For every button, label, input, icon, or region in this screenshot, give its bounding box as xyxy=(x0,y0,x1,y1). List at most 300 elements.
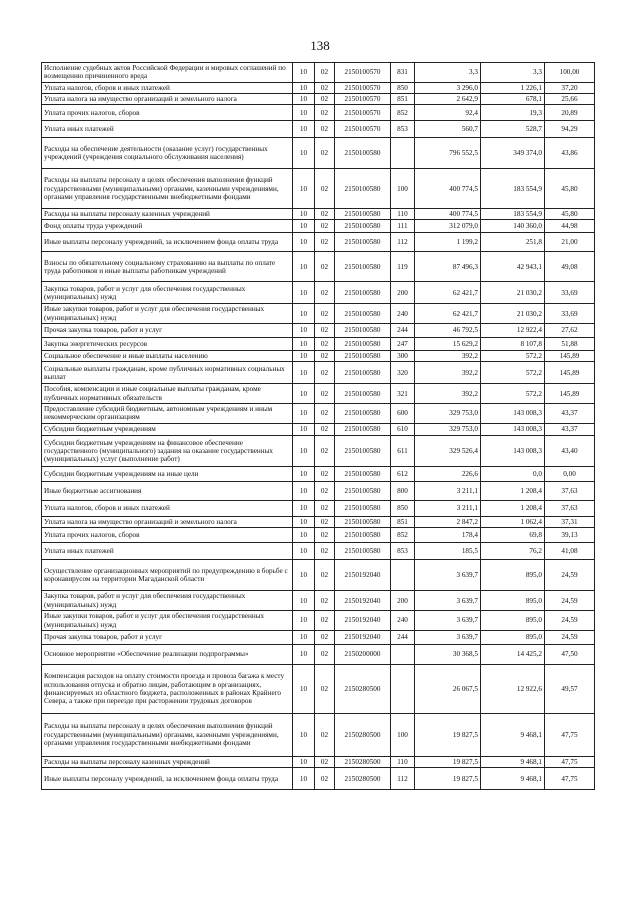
table-row xyxy=(42,481,595,500)
table-row xyxy=(42,423,595,435)
row-section: 10 xyxy=(293,713,315,756)
row-planned: 560,7 xyxy=(415,121,481,138)
row-section: 10 xyxy=(293,543,315,560)
row-expense-type: 800 xyxy=(391,481,415,500)
row-target: 2150100580 xyxy=(335,252,391,282)
row-target: 2150100580 xyxy=(335,543,391,560)
row-subsection: 02 xyxy=(315,664,335,713)
row-section: 10 xyxy=(293,121,315,138)
row-name: Иные закупки товаров, работ и услуг для обеспечения государственных (муниципальных) нужд xyxy=(42,611,293,631)
row-subsection: 02 xyxy=(315,644,335,664)
row-expense-type: 850 xyxy=(391,500,415,516)
row-subsection: 02 xyxy=(315,209,335,220)
row-target: 2150280500 xyxy=(335,664,391,713)
row-target: 2150100580 xyxy=(335,338,391,351)
row-executed: 143 008,3 xyxy=(481,435,545,466)
row-subsection: 02 xyxy=(315,93,335,104)
row-subsection: 02 xyxy=(315,304,335,324)
row-subsection: 02 xyxy=(315,528,335,543)
row-section: 10 xyxy=(293,664,315,713)
row-percent: 24,59 xyxy=(545,591,595,611)
row-name: Основное мероприятие «Обеспечение реализации подпрограммы» xyxy=(42,644,293,664)
row-executed: 349 374,0 xyxy=(481,138,545,169)
row-planned: 62 421,7 xyxy=(415,304,481,324)
table-row xyxy=(42,713,595,756)
row-name: Пособия, компенсации и иные социальные выплаты гражданам, кроме публичных нормативных обязательств xyxy=(42,384,293,404)
row-percent: 47,75 xyxy=(545,768,595,790)
table-row xyxy=(42,611,595,631)
row-subsection: 02 xyxy=(315,713,335,756)
row-expense-type xyxy=(391,644,415,664)
table-row xyxy=(42,82,595,93)
row-planned: 400 774,5 xyxy=(415,169,481,209)
row-expense-type xyxy=(391,138,415,169)
row-target: 2150192040 xyxy=(335,591,391,611)
row-section: 10 xyxy=(293,435,315,466)
row-subsection: 02 xyxy=(315,282,335,304)
row-executed: 12 922,4 xyxy=(481,324,545,338)
row-name: Уплата прочих налогов, сборов xyxy=(42,528,293,543)
row-expense-type: 300 xyxy=(391,351,415,362)
row-section: 10 xyxy=(293,324,315,338)
row-target: 2150100580 xyxy=(335,384,391,404)
row-planned: 46 792,5 xyxy=(415,324,481,338)
row-expense-type: 853 xyxy=(391,121,415,138)
row-planned: 3 211,1 xyxy=(415,481,481,500)
table-row xyxy=(42,233,595,252)
row-executed: 1 062,4 xyxy=(481,516,545,527)
row-planned: 392,2 xyxy=(415,351,481,362)
row-expense-type: 610 xyxy=(391,423,415,435)
row-name: Субсидии бюджетным учреждениям на иные цели xyxy=(42,466,293,481)
row-target: 2150100570 xyxy=(335,105,391,121)
row-expense-type: 110 xyxy=(391,756,415,767)
row-planned: 226,6 xyxy=(415,466,481,481)
row-name: Субсидии бюджетным учреждениям xyxy=(42,423,293,435)
table-row xyxy=(42,500,595,516)
row-percent: 47,50 xyxy=(545,644,595,664)
row-target: 2150100580 xyxy=(335,282,391,304)
row-percent: 145,89 xyxy=(545,351,595,362)
row-expense-type: 119 xyxy=(391,252,415,282)
row-section: 10 xyxy=(293,481,315,500)
row-section: 10 xyxy=(293,362,315,384)
table-row xyxy=(42,756,595,767)
row-planned: 400 774,5 xyxy=(415,209,481,220)
row-section: 10 xyxy=(293,220,315,233)
row-target: 2150192040 xyxy=(335,560,391,591)
row-executed: 528,7 xyxy=(481,121,545,138)
row-planned: 185,5 xyxy=(415,543,481,560)
row-subsection: 02 xyxy=(315,252,335,282)
row-section: 10 xyxy=(293,403,315,423)
row-name: Уплата налога на имущество организаций и земельного налога xyxy=(42,93,293,104)
table-row xyxy=(42,630,595,644)
row-target: 2150100580 xyxy=(335,481,391,500)
row-section: 10 xyxy=(293,138,315,169)
row-executed: 183 554,9 xyxy=(481,209,545,220)
row-executed: 1 226,1 xyxy=(481,82,545,93)
row-executed: 895,0 xyxy=(481,591,545,611)
row-name: Уплата налога на имущество организаций и земельного налога xyxy=(42,516,293,527)
row-expense-type: 600 xyxy=(391,403,415,423)
table-row xyxy=(42,338,595,351)
row-target: 2150100580 xyxy=(335,500,391,516)
row-subsection: 02 xyxy=(315,324,335,338)
row-percent: 43,37 xyxy=(545,423,595,435)
row-expense-type: 100 xyxy=(391,713,415,756)
row-executed: 572,2 xyxy=(481,384,545,404)
row-percent: 145,89 xyxy=(545,384,595,404)
row-subsection: 02 xyxy=(315,220,335,233)
row-target: 2150280500 xyxy=(335,768,391,790)
row-name: Закупка товаров, работ и услуг для обеспечения государственных (муниципальных) нужд xyxy=(42,591,293,611)
row-executed: 19,3 xyxy=(481,105,545,121)
row-planned: 3 639,7 xyxy=(415,591,481,611)
table-row xyxy=(42,252,595,282)
row-executed: 9 468,1 xyxy=(481,768,545,790)
table-row xyxy=(42,362,595,384)
row-section: 10 xyxy=(293,500,315,516)
row-target: 2150100580 xyxy=(335,169,391,209)
row-subsection: 02 xyxy=(315,630,335,644)
row-planned: 329 526,4 xyxy=(415,435,481,466)
table-row xyxy=(42,304,595,324)
row-executed: 8 107,8 xyxy=(481,338,545,351)
row-percent: 24,59 xyxy=(545,611,595,631)
row-executed: 1 208,4 xyxy=(481,500,545,516)
row-section: 10 xyxy=(293,516,315,527)
row-target: 2150100580 xyxy=(335,403,391,423)
row-percent: 37,20 xyxy=(545,82,595,93)
table-row xyxy=(42,105,595,121)
row-percent: 43,37 xyxy=(545,403,595,423)
row-percent: 47,75 xyxy=(545,756,595,767)
table-row xyxy=(42,384,595,404)
row-name: Социальные выплаты гражданам, кроме публичных нормативных социальных выплат xyxy=(42,362,293,384)
row-planned: 3 639,7 xyxy=(415,560,481,591)
row-section: 10 xyxy=(293,93,315,104)
row-target: 2150100580 xyxy=(335,220,391,233)
row-target: 2150100580 xyxy=(335,233,391,252)
row-percent: 100,00 xyxy=(545,63,595,83)
row-expense-type: 851 xyxy=(391,516,415,527)
row-planned: 3 639,7 xyxy=(415,630,481,644)
row-planned: 2 847,2 xyxy=(415,516,481,527)
row-percent: 45,80 xyxy=(545,209,595,220)
row-percent: 27,62 xyxy=(545,324,595,338)
row-subsection: 02 xyxy=(315,481,335,500)
row-subsection: 02 xyxy=(315,500,335,516)
row-percent: 21,00 xyxy=(545,233,595,252)
row-expense-type: 612 xyxy=(391,466,415,481)
row-expense-type: 247 xyxy=(391,338,415,351)
row-executed: 9 468,1 xyxy=(481,756,545,767)
row-executed: 140 360,0 xyxy=(481,220,545,233)
row-executed: 69,8 xyxy=(481,528,545,543)
row-expense-type: 611 xyxy=(391,435,415,466)
row-executed: 3,3 xyxy=(481,63,545,83)
row-expense-type: 852 xyxy=(391,528,415,543)
row-section: 10 xyxy=(293,304,315,324)
row-target: 2150100580 xyxy=(335,324,391,338)
table-row xyxy=(42,169,595,209)
row-percent: 49,08 xyxy=(545,252,595,282)
row-subsection: 02 xyxy=(315,611,335,631)
row-name: Иные выплаты персоналу учреждений, за исключением фонда оплаты труда xyxy=(42,233,293,252)
row-planned: 178,4 xyxy=(415,528,481,543)
row-expense-type: 240 xyxy=(391,304,415,324)
row-subsection: 02 xyxy=(315,435,335,466)
row-executed: 12 922,6 xyxy=(481,664,545,713)
row-target: 2150100570 xyxy=(335,82,391,93)
row-percent: 39,13 xyxy=(545,528,595,543)
row-expense-type: 200 xyxy=(391,591,415,611)
row-percent: 0,00 xyxy=(545,466,595,481)
row-name: Уплата налогов, сборов и иных платежей xyxy=(42,500,293,516)
row-expense-type: 853 xyxy=(391,543,415,560)
row-expense-type xyxy=(391,560,415,591)
table-row xyxy=(42,528,595,543)
row-expense-type: 112 xyxy=(391,233,415,252)
row-name: Осуществление организационных мероприятий по предупреждению в борьбе с коронавирусом на территории Магаданской области xyxy=(42,560,293,591)
row-planned: 92,4 xyxy=(415,105,481,121)
table-row xyxy=(42,466,595,481)
row-planned: 3 639,7 xyxy=(415,611,481,631)
row-executed: 21 030,2 xyxy=(481,282,545,304)
table-row xyxy=(42,435,595,466)
row-expense-type: 244 xyxy=(391,630,415,644)
row-subsection: 02 xyxy=(315,362,335,384)
row-percent: 47,75 xyxy=(545,713,595,756)
row-subsection: 02 xyxy=(315,338,335,351)
row-percent: 49,57 xyxy=(545,664,595,713)
row-percent: 41,08 xyxy=(545,543,595,560)
row-planned: 312 079,0 xyxy=(415,220,481,233)
table-row xyxy=(42,282,595,304)
row-executed: 143 008,3 xyxy=(481,423,545,435)
row-planned: 87 496,3 xyxy=(415,252,481,282)
row-name: Расходы на обеспечение деятельности (оказание услуг) государственных учреждений (учреждения социального обслуживания населения) xyxy=(42,138,293,169)
row-planned: 3,3 xyxy=(415,63,481,83)
row-section: 10 xyxy=(293,528,315,543)
row-name: Прочая закупка товаров, работ и услуг xyxy=(42,630,293,644)
row-planned: 392,2 xyxy=(415,362,481,384)
row-target: 2150192040 xyxy=(335,611,391,631)
row-planned: 19 827,5 xyxy=(415,713,481,756)
row-percent: 51,88 xyxy=(545,338,595,351)
budget-table xyxy=(41,62,595,790)
row-name: Уплата прочих налогов, сборов xyxy=(42,105,293,121)
row-expense-type: 110 xyxy=(391,209,415,220)
row-planned: 2 642,9 xyxy=(415,93,481,104)
row-section: 10 xyxy=(293,351,315,362)
table-row xyxy=(42,560,595,591)
row-expense-type: 320 xyxy=(391,362,415,384)
table-row xyxy=(42,644,595,664)
row-target: 2150100570 xyxy=(335,93,391,104)
row-percent: 33,69 xyxy=(545,304,595,324)
row-percent: 45,80 xyxy=(545,169,595,209)
row-section: 10 xyxy=(293,169,315,209)
table-row xyxy=(42,209,595,220)
row-name: Расходы на выплаты персоналу в целях обеспечения выполнения функций государственными (муниципальными) органами, казенными учреждениями, органами управления государственными внебюджетными фондами xyxy=(42,169,293,209)
row-name: Иные выплаты персоналу учреждений, за исключением фонда оплаты труда xyxy=(42,768,293,790)
row-percent: 37,63 xyxy=(545,500,595,516)
row-section: 10 xyxy=(293,611,315,631)
row-expense-type: 321 xyxy=(391,384,415,404)
row-planned: 329 753,0 xyxy=(415,403,481,423)
row-section: 10 xyxy=(293,644,315,664)
row-name: Фонд оплаты труда учреждений xyxy=(42,220,293,233)
row-executed: 678,1 xyxy=(481,93,545,104)
row-executed: 143 008,3 xyxy=(481,403,545,423)
row-name: Исполнение судебных актов Российской Федерации и мировых соглашений по возмещению причиненного вреда xyxy=(42,63,293,83)
row-target: 2150200000 xyxy=(335,644,391,664)
row-name: Взносы по обязательному социальному страхованию на выплаты по оплате труда работников и иные выплаты работникам учреждений xyxy=(42,252,293,282)
row-name: Предоставление субсидий бюджетным, автономным учреждениям и иным некоммерческим организациям xyxy=(42,403,293,423)
row-percent: 20,89 xyxy=(545,105,595,121)
row-percent: 94,29 xyxy=(545,121,595,138)
row-target: 2150100570 xyxy=(335,121,391,138)
row-planned: 329 753,0 xyxy=(415,423,481,435)
row-planned: 3 211,1 xyxy=(415,500,481,516)
row-target: 2150100580 xyxy=(335,466,391,481)
table-row xyxy=(42,93,595,104)
row-planned: 19 827,5 xyxy=(415,756,481,767)
row-planned: 796 552,5 xyxy=(415,138,481,169)
row-percent: 33,69 xyxy=(545,282,595,304)
row-target: 2150280500 xyxy=(335,756,391,767)
row-section: 10 xyxy=(293,384,315,404)
row-percent: 24,59 xyxy=(545,630,595,644)
table-row xyxy=(42,220,595,233)
row-section: 10 xyxy=(293,82,315,93)
row-percent: 25,66 xyxy=(545,93,595,104)
table-body xyxy=(42,63,595,790)
row-target: 2150100580 xyxy=(335,516,391,527)
row-section: 10 xyxy=(293,105,315,121)
row-executed: 572,2 xyxy=(481,351,545,362)
row-name: Прочая закупка товаров, работ и услуг xyxy=(42,324,293,338)
row-planned: 30 368,5 xyxy=(415,644,481,664)
table-row xyxy=(42,351,595,362)
row-subsection: 02 xyxy=(315,384,335,404)
table-row xyxy=(42,138,595,169)
table-row xyxy=(42,591,595,611)
row-section: 10 xyxy=(293,560,315,591)
row-subsection: 02 xyxy=(315,768,335,790)
table-row xyxy=(42,403,595,423)
row-executed: 42 943,1 xyxy=(481,252,545,282)
row-section: 10 xyxy=(293,338,315,351)
row-target: 2150100580 xyxy=(335,304,391,324)
row-section: 10 xyxy=(293,233,315,252)
row-target: 2150100580 xyxy=(335,362,391,384)
page-number: 138 xyxy=(310,38,330,53)
table-row xyxy=(42,768,595,790)
row-section: 10 xyxy=(293,63,315,83)
row-name: Закупка товаров, работ и услуг для обеспечения государственных (муниципальных) нужд xyxy=(42,282,293,304)
row-subsection: 02 xyxy=(315,516,335,527)
row-executed: 0,0 xyxy=(481,466,545,481)
row-expense-type: 850 xyxy=(391,82,415,93)
table-row xyxy=(42,516,595,527)
row-section: 10 xyxy=(293,630,315,644)
row-executed: 895,0 xyxy=(481,611,545,631)
row-section: 10 xyxy=(293,768,315,790)
row-expense-type: 112 xyxy=(391,768,415,790)
row-executed: 572,2 xyxy=(481,362,545,384)
row-expense-type: 200 xyxy=(391,282,415,304)
row-executed: 9 468,1 xyxy=(481,713,545,756)
row-expense-type: 852 xyxy=(391,105,415,121)
row-expense-type: 111 xyxy=(391,220,415,233)
row-executed: 895,0 xyxy=(481,560,545,591)
table-row xyxy=(42,324,595,338)
row-subsection: 02 xyxy=(315,82,335,93)
row-subsection: 02 xyxy=(315,756,335,767)
row-section: 10 xyxy=(293,466,315,481)
row-name: Социальное обеспечение и иные выплаты населению xyxy=(42,351,293,362)
row-percent: 37,31 xyxy=(545,516,595,527)
row-name: Уплата иных платежей xyxy=(42,121,293,138)
row-planned: 15 629,2 xyxy=(415,338,481,351)
row-section: 10 xyxy=(293,423,315,435)
row-subsection: 02 xyxy=(315,121,335,138)
row-section: 10 xyxy=(293,209,315,220)
row-executed: 895,0 xyxy=(481,630,545,644)
row-expense-type: 100 xyxy=(391,169,415,209)
row-percent: 43,86 xyxy=(545,138,595,169)
row-target: 2150100570 xyxy=(335,63,391,83)
row-executed: 251,8 xyxy=(481,233,545,252)
row-name: Закупка энергетических ресурсов xyxy=(42,338,293,351)
row-planned: 19 827,5 xyxy=(415,768,481,790)
row-planned: 3 296,0 xyxy=(415,82,481,93)
row-planned: 26 067,5 xyxy=(415,664,481,713)
row-section: 10 xyxy=(293,282,315,304)
row-executed: 183 554,9 xyxy=(481,169,545,209)
row-expense-type: 851 xyxy=(391,93,415,104)
row-target: 2150280500 xyxy=(335,713,391,756)
row-percent: 43,40 xyxy=(545,435,595,466)
row-expense-type: 244 xyxy=(391,324,415,338)
row-target: 2150100580 xyxy=(335,138,391,169)
row-subsection: 02 xyxy=(315,138,335,169)
table-row xyxy=(42,543,595,560)
row-target: 2150192040 xyxy=(335,630,391,644)
row-subsection: 02 xyxy=(315,543,335,560)
row-planned: 62 421,7 xyxy=(415,282,481,304)
row-planned: 392,2 xyxy=(415,384,481,404)
row-name: Компенсация расходов на оплату стоимости проезда и провоза багажа к месту использования отпуска и обратно лицам, работающим в организациях, финансируемых из областного бюджета, расположенных в районах Крайнего Севера, а также при переезде при расторжении трудовых договоров xyxy=(42,664,293,713)
row-executed: 14 425,2 xyxy=(481,644,545,664)
row-subsection: 02 xyxy=(315,423,335,435)
row-percent: 24,59 xyxy=(545,560,595,591)
row-name: Иные закупки товаров, работ и услуг для обеспечения государственных (муниципальных) нужд xyxy=(42,304,293,324)
row-name: Уплата налогов, сборов и иных платежей xyxy=(42,82,293,93)
row-subsection: 02 xyxy=(315,169,335,209)
row-subsection: 02 xyxy=(315,560,335,591)
row-name: Иные бюджетные ассигнования xyxy=(42,481,293,500)
row-target: 2150100580 xyxy=(335,528,391,543)
row-section: 10 xyxy=(293,252,315,282)
row-subsection: 02 xyxy=(315,105,335,121)
row-target: 2150100580 xyxy=(335,351,391,362)
row-subsection: 02 xyxy=(315,403,335,423)
row-subsection: 02 xyxy=(315,63,335,83)
